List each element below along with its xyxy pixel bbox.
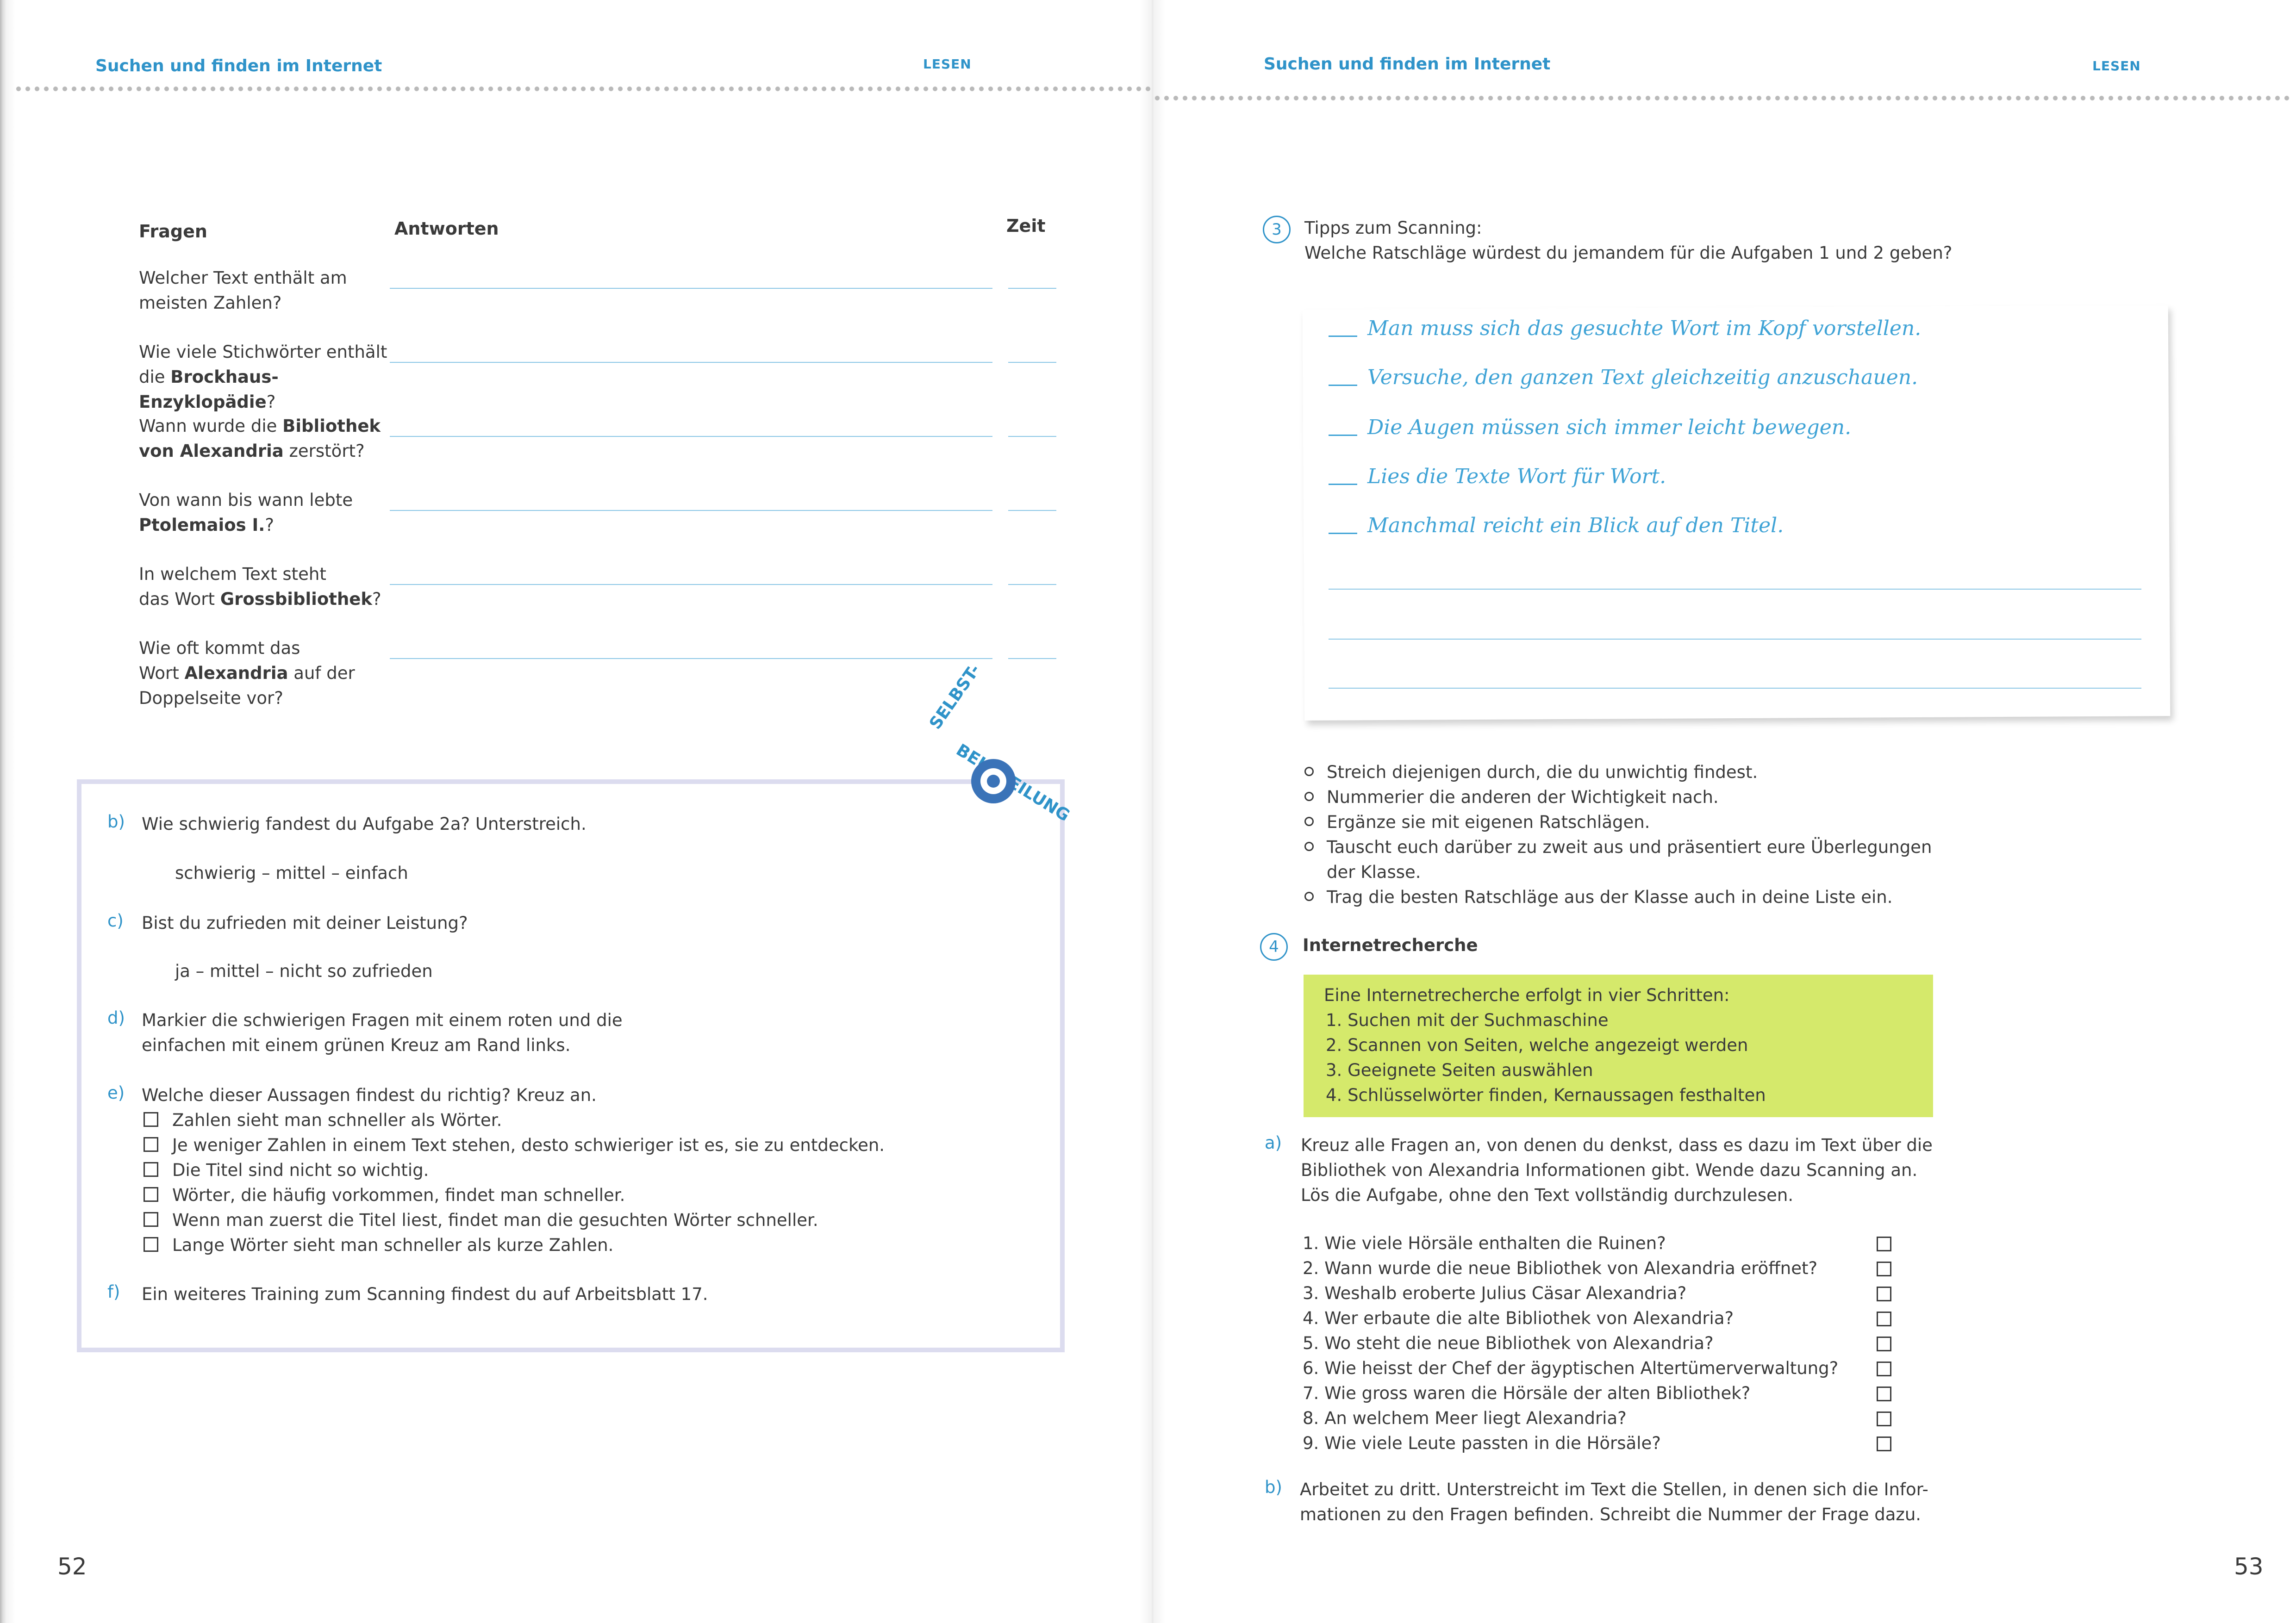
question-item: 2. Wann wurde die neue Bibliothek von Alexandria eröffnet?: [1303, 1258, 1818, 1278]
question-item: 9. Wie viele Leute passten in die Hörsäle?: [1303, 1433, 1661, 1453]
right-header-section: LESEN: [2092, 58, 2141, 74]
tip-4[interactable]: Lies die Texte Wort für Wort.: [1329, 465, 1666, 488]
options-c[interactable]: ja – mittel – nicht so zufrieden: [175, 961, 433, 981]
answer-line-6[interactable]: [390, 658, 992, 659]
tip-2[interactable]: Versuche, den ganzen Text gleichzeitig anzuschauen.: [1329, 366, 1918, 389]
time-line-6[interactable]: [1008, 658, 1056, 659]
bullet-item: Streich diejenigen durch, die du unwichtig findest.: [1304, 760, 1758, 785]
checkbox[interactable]: [144, 1212, 158, 1227]
info-box: [1304, 975, 1933, 1117]
label-f: f): [107, 1282, 120, 1302]
question-row-3: Wann wurde die Bibliothek von Alexandria zerstört?: [139, 416, 381, 461]
right-page-number: 53: [2234, 1553, 2264, 1580]
answer-line-5[interactable]: [390, 584, 992, 585]
text-a: Kreuz alle Fragen an, von denen du denkst, dass es dazu im Text über die Bibliothek von Alexandria Informationen gibt. Wende dazu Scanning an. Lös die Aufgabe, ohne den Text vollständig durchzulesen.: [1301, 1135, 1933, 1205]
label-b: b): [107, 812, 125, 832]
question-row-6: Wie oft kommt das Wort Alexandria auf der Doppelseite vor?: [139, 638, 355, 708]
task-3-heading: Tipps zum Scanning: Welche Ratschläge würdest du jemandem für die Aufgaben 1 und 2 geben?: [1304, 218, 1953, 263]
question-item: 3. Weshalb eroberte Julius Cäsar Alexandria?: [1303, 1283, 1687, 1303]
info-box-text: Eine Internetrecherche erfolgt in vier Schritten: 1. Suchen mit der Suchmaschine 2. Scannen von Seiten, welche angezeigt werden 3. Geeignete Seiten auswählen 4. Schlüsselwörter finden, Kernaussagen festhalten: [1324, 985, 1766, 1105]
target-icon: [971, 759, 1016, 803]
task-4-title: Internetrecherche: [1303, 935, 1478, 955]
question-item: 4. Wer erbaute die alte Bibliothek von Alexandria?: [1303, 1308, 1734, 1328]
left-page-number: 52: [57, 1553, 87, 1580]
question-item: 5. Wo steht die neue Bibliothek von Alexandria?: [1303, 1333, 1714, 1353]
time-line-2[interactable]: [1008, 362, 1056, 363]
checkbox[interactable]: [1877, 1436, 1891, 1451]
label-c: c): [107, 911, 124, 931]
task-3-number: 3: [1263, 216, 1291, 243]
question-row-4: Von wann bis wann lebte Ptolemaios I.?: [139, 490, 353, 535]
statement-row[interactable]: Je weniger Zahlen in einem Text stehen, desto schwieriger ist es, sie zu entdecken.: [144, 1133, 885, 1158]
col-fragen: Fragen: [139, 221, 207, 242]
bullet-item: Ergänze sie mit eigenen Ratschlägen.: [1304, 810, 1650, 835]
col-antworten: Antworten: [394, 218, 499, 239]
statement-row[interactable]: Wenn man zuerst die Titel liest, findet man die gesuchten Wörter schneller.: [144, 1208, 818, 1233]
tip-5[interactable]: Manchmal reicht ein Blick auf den Titel.: [1329, 514, 1784, 537]
question-item: 8. An welchem Meer liegt Alexandria?: [1303, 1408, 1627, 1428]
checkbox[interactable]: [1877, 1412, 1891, 1426]
tip-1[interactable]: Man muss sich das gesuchte Wort im Kopf vorstellen.: [1329, 317, 1921, 340]
answer-line-3[interactable]: [390, 436, 992, 437]
checkbox[interactable]: [144, 1162, 158, 1177]
checkbox[interactable]: [1877, 1287, 1891, 1301]
label-a: a): [1265, 1133, 1282, 1153]
options-b[interactable]: schwierig – mittel – einfach: [175, 863, 408, 883]
text-b: Wie schwierig fandest du Aufgabe 2a? Unterstreich.: [142, 814, 586, 834]
col-zeit: Zeit: [1006, 216, 1046, 236]
left-dotted-rule: [14, 86, 1153, 92]
right-header-title: Suchen und finden im Internet: [1264, 55, 1551, 74]
question-row-1: Welcher Text enthält am meisten Zahlen?: [139, 268, 347, 313]
time-line-5[interactable]: [1008, 584, 1056, 585]
statement-row[interactable]: Wörter, die häufig vorkommen, findet man schneller.: [144, 1183, 625, 1208]
text-b-right: Arbeitet zu dritt. Unterstreicht im Text die Stellen, in denen sich die Infor- mationen zu den Fragen befinden. Schreibt die Nummer der Frage dazu.: [1300, 1480, 1928, 1524]
writing-line-2[interactable]: [1329, 639, 2141, 640]
checkbox[interactable]: [144, 1137, 158, 1152]
badge-selbst: SELBST-: [926, 661, 984, 733]
time-line-1[interactable]: [1008, 288, 1056, 289]
time-line-4[interactable]: [1008, 510, 1056, 511]
bullet-item-continued: der Klasse.: [1327, 862, 1421, 882]
question-item: 6. Wie heisst der Chef der ägyptischen Altertümerverwaltung?: [1303, 1358, 1839, 1378]
checkbox[interactable]: [1877, 1387, 1891, 1401]
text-f: Ein weiteres Training zum Scanning findest du auf Arbeitsblatt 17.: [142, 1284, 708, 1304]
statement-row[interactable]: Lange Wörter sieht man schneller als kurze Zahlen.: [144, 1233, 613, 1258]
checkbox[interactable]: [144, 1237, 158, 1252]
checkbox[interactable]: [1877, 1237, 1891, 1251]
answer-line-4[interactable]: [390, 510, 992, 511]
answer-line-2[interactable]: [390, 362, 992, 363]
checkbox[interactable]: [1877, 1362, 1891, 1376]
checkbox[interactable]: [144, 1187, 158, 1202]
answer-line-1[interactable]: [390, 288, 992, 289]
text-c: Bist du zufrieden mit deiner Leistung?: [142, 913, 468, 933]
book-edge: [0, 0, 16, 1623]
text-d: Markier die schwierigen Fragen mit einem roten und die einfachen mit einem grünen Kreuz am Rand links.: [142, 1010, 623, 1055]
book-spine: [1140, 0, 1166, 1623]
bullet-item: Tauscht euch darüber zu zweit aus und präsentiert eure Überlegungen: [1304, 835, 1932, 860]
writing-line-3[interactable]: [1329, 688, 2141, 689]
checkbox[interactable]: [144, 1112, 158, 1127]
question-item: 7. Wie gross waren die Hörsäle der alten Bibliothek?: [1303, 1383, 1751, 1403]
bullet-item: Nummerier die anderen der Wichtigkeit nach.: [1304, 785, 1719, 810]
question-row-2: Wie viele Stichwörter enthält die Brockhaus-Enzyklopädie?: [139, 342, 387, 412]
statement-row[interactable]: Die Titel sind nicht so wichtig.: [144, 1158, 429, 1183]
left-header-section: LESEN: [923, 56, 972, 72]
task-4-number: 4: [1260, 933, 1288, 961]
label-d: d): [107, 1008, 125, 1028]
checkbox[interactable]: [1877, 1262, 1891, 1276]
label-b-right: b): [1265, 1477, 1282, 1497]
question-item: 1. Wie viele Hörsäle enthalten die Ruinen?: [1303, 1233, 1666, 1253]
checkbox[interactable]: [1877, 1337, 1891, 1351]
right-dotted-rule: [1153, 95, 2291, 101]
writing-line-1[interactable]: [1329, 589, 2141, 590]
left-header-title: Suchen und finden im Internet: [95, 56, 382, 75]
label-e: e): [107, 1083, 125, 1103]
question-row-5: In welchem Text steht das Wort Grossbibliothek?: [139, 564, 381, 609]
bullet-item: Trag die besten Ratschläge aus der Klasse auch in deine Liste ein.: [1304, 885, 1893, 910]
text-e: Welche dieser Aussagen findest du richtig? Kreuz an.: [142, 1085, 597, 1105]
tip-3[interactable]: Die Augen müssen sich immer leicht bewegen.: [1329, 416, 1851, 439]
time-line-3[interactable]: [1008, 436, 1056, 437]
statement-row[interactable]: Zahlen sieht man schneller als Wörter.: [144, 1108, 502, 1133]
checkbox[interactable]: [1877, 1312, 1891, 1326]
